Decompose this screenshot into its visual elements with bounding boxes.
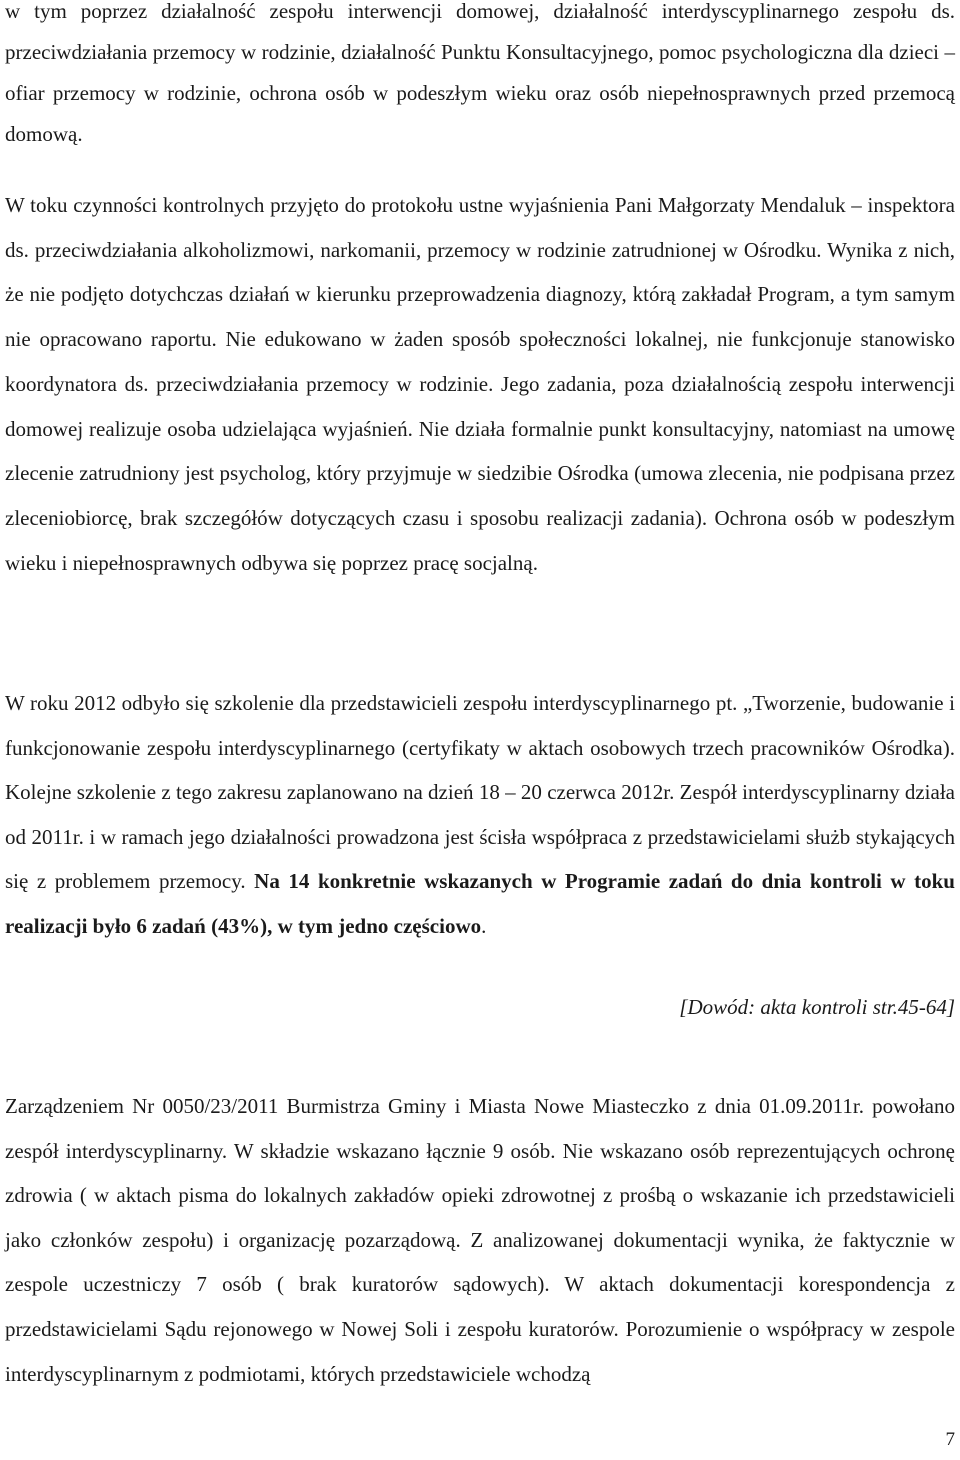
evidence-reference: [Dowód: akta kontroli str.45-64]	[679, 995, 955, 1019]
paragraph-3	[5, 681, 955, 949]
paragraph-1-text: w tym poprzez działalność zespołu interwencji domowej, działalność interdyscyplinarnego zespołu ds. przeciwdziałania przemocy w rodzinie, działalność Punktu Konsultacyjnego, pomoc psychologiczna dla dzieci – ofiar przemocy w rodzinie, ochrona osób w podeszłym wieku oraz osób niepełnosprawnych przed przemocą domową.	[5, 0, 955, 146]
page-number: 7	[945, 1429, 955, 1450]
paragraph-1	[5, 0, 955, 155]
paragraph-3-bold-summary: Na 14 konkretnie wskazanych w Programie zadań do dnia kontroli w toku realizacji było 6 zadań (43%), w tym jedno częściowo	[5, 869, 955, 938]
paragraph-3-tail: .	[481, 913, 487, 938]
paragraph-2	[5, 183, 955, 585]
paragraph-4	[5, 1084, 955, 1396]
paragraph-2-text: W toku czynności kontrolnych przyjęto do protokołu ustne wyjaśnienia Pani Małgorzaty Mendaluk – inspektora ds. przeciwdziałania alkoholizmowi, narkomanii, przemocy w rodzinie zatrudnionej w Ośrodku. Wynika z nich, że nie podjęto dotychczas działań w kierunku przeprowadzenia diagnozy, którą zakładał Program, a tym samym nie opracowano raportu. Nie edukowano w żaden sposób społeczności lokalnej, nie funkcjonuje stanowisko koordynatora ds. przeciwdziałania przemocy w rodzinie. Jego zadania, poza działalnością zespołu interwencji domowej realizuje osoba udzielająca wyjaśnień. Nie działa formalnie punkt konsultacyjny, natomiast na umowę zlecenie zatrudniony jest psycholog, który przyjmuje w siedzibie Ośrodka (umowa zlecenia, nie podpisana przez zleceniobiorcę, brak szczegółów dotyczących czasu i sposobu realizacji zadania). Ochrona osób w podeszłym wieku i niepełnosprawnych odbywa się poprzez pracę socjalną.	[5, 193, 955, 575]
paragraph-3-text: W roku 2012 odbyło się szkolenie dla przedstawicieli zespołu interdyscyplinarnego pt. „Tworzenie, budowanie i funkcjonowanie zespołu interdyscyplinarnego (certyfikaty w aktach osobowych trzech pracowników Ośrodka). Kolejne szkolenie z tego zakresu zaplanowano na dzień 18 – 20 czerwca 2012r. Zespół interdyscyplinarny działa od 2011r. i w ramach jego działalności prowadzona jest ścisła współpraca z przedstawicielami służb stykających się z problemem przemocy.	[5, 691, 955, 894]
paragraph-4-text: Zarządzeniem Nr 0050/23/2011 Burmistrza Gminy i Miasta Nowe Miasteczko z dnia 01.09.2011r. powołano zespół interdyscyplinarny. W składzie wskazano łącznie 9 osób. Nie wskazano osób reprezentujących ochronę zdrowia ( w aktach pisma do lokalnych zakładów opieki zdrowotnej z prośbą o wskazanie ich przedstawicieli jako członków zespołu) i organizację pozarządową. Z analizowanej dokumentacji wynika, że faktycznie w zespole uczestniczy 7 osób ( brak kuratorów sądowych). W aktach dokumentacji korespondencja z przedstawicielami Sądu rejonowego w Nowej Soli i zespołu kuratorów. Porozumienie o współpracy w zespole interdyscyplinarnym z podmiotami, których przedstawiciele wchodzą	[5, 1094, 955, 1386]
